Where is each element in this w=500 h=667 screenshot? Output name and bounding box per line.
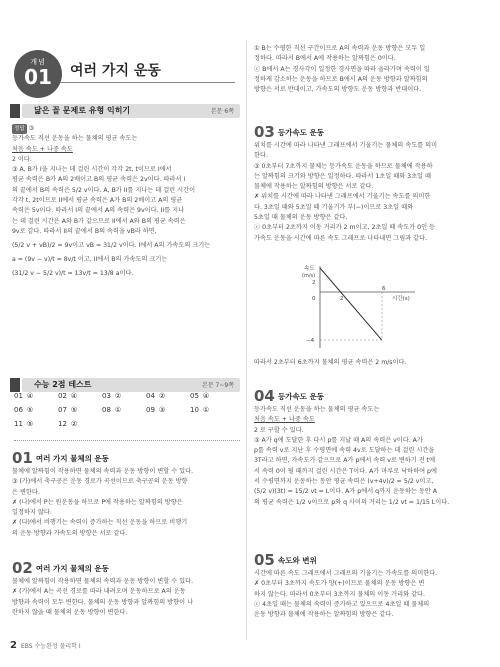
solution-line: ③ (가)에서 축구공은 운동 경로가 곡선이므로 축구공의 운동 방향 bbox=[12, 478, 188, 486]
solution-line: 처음 속도 + 나중 속도 bbox=[12, 145, 73, 153]
solution-line: 한다. bbox=[254, 152, 268, 160]
question-03-solution bbox=[254, 120, 492, 244]
solution-line: 운동 방향과 물체에 작용하는 알짜힘의 방향은 같다. bbox=[254, 611, 394, 619]
solution-line: 의 끝에서 B의 속력은 5/2 v이다. A, B가 II를 지나는 데 걸린 시간이 bbox=[12, 186, 196, 194]
answer-number: 08 bbox=[102, 406, 111, 414]
answer-choice: ④ bbox=[202, 392, 210, 400]
solution-line: 방향과 속력이 모두 변한다. 물체의 운동 방향과 알짜힘의 방향이 나 bbox=[12, 598, 194, 606]
solution-line: 2 이다. bbox=[12, 155, 32, 163]
answer-choice: ⑤ bbox=[70, 406, 78, 414]
y-axis-unit: (m/s) bbox=[302, 273, 316, 279]
section-tab bbox=[10, 104, 20, 118]
solution-line: 물체에 알짜힘이 작용하면 물체의 속력과 운동 방향이 변할 수 있다. bbox=[12, 578, 194, 585]
solution-line: ✗ (나)에서 P는 원운동을 하므로 P에 작용하는 알짜힘의 방향은 bbox=[12, 498, 183, 506]
book-title: EBS 수능완성 물리학 I bbox=[20, 643, 81, 650]
solution-line: 는 알짜힘의 크기와 방향은 일정하다. 따라서 1초일 때와 3초일 때 bbox=[254, 172, 431, 180]
right-top-solution bbox=[254, 44, 492, 95]
answer-number: 07 bbox=[58, 406, 67, 414]
solution-line: ✗ 위치를 시간에 따라 나타낸 그래프에서 기울기는 속도를 의미한 bbox=[254, 193, 431, 201]
solution-line: 속력은 5v이다. 따라서 I의 끝에서 A의 속력은 9v이다. II를 지나 bbox=[12, 207, 185, 215]
answer-value: ③ bbox=[28, 125, 35, 132]
formula-line: (31/2 v − 5/2 v)/t = 13v/t = 13/8 a이다. bbox=[12, 270, 134, 278]
answer-cell bbox=[190, 392, 209, 400]
answer-choice: ⑤ bbox=[26, 420, 34, 428]
question-title: 여러 가지 물체의 운동 bbox=[35, 564, 109, 573]
page-footer bbox=[10, 640, 81, 651]
solution-line: 위치를 시간에 따라 나타낸 그래프에서 기울기는 물체의 속도를 의미 bbox=[254, 142, 438, 149]
solution-line: ③ A가 q에 도달한 후 다시 p를 지날 때 A의 속력은 v이다. A가 bbox=[254, 436, 423, 444]
formula-line: (5/2 v + vB)/2 = 9v이고 vB = 31/2 v이다. I에서 A의 가속도의 크기는 bbox=[12, 242, 211, 250]
answer-number: 09 bbox=[146, 406, 155, 414]
solution-line: 란하지 않을 때 물체의 운동 방향이 변한다. bbox=[12, 608, 128, 616]
question-01-solution bbox=[12, 446, 242, 539]
answer-number: 01 bbox=[14, 392, 23, 400]
question-title: 등가속도 운동 bbox=[277, 392, 324, 401]
chapter-label: 개념 bbox=[30, 58, 46, 66]
question-heading bbox=[12, 559, 242, 577]
solution-line: 등가속도 직선 운동을 하는 물체의 평균 속도는 bbox=[254, 406, 380, 413]
divider bbox=[14, 440, 240, 441]
answer-cell bbox=[190, 406, 209, 414]
solution-line: 은 변한다. bbox=[12, 488, 40, 496]
question-title: 여러 가지 물체의 운동 bbox=[35, 454, 109, 463]
answer-choice: ① bbox=[202, 406, 210, 414]
section-bar-similar bbox=[22, 104, 240, 118]
chapter-number: 01 bbox=[24, 65, 52, 89]
y-axis-label: 속도 bbox=[304, 266, 315, 272]
answer-choice: ④ bbox=[70, 392, 78, 400]
answer-tag: 정답 bbox=[12, 124, 27, 134]
solution-line: 3T라고 하면, 가속도가 같으므로 A가 p에서 속력 v로 변하기 전 t에 bbox=[254, 457, 436, 465]
solution-line: ✗ (다)에서 비행기는 속력이 증가하는 직선 운동을 하므로 비행기 bbox=[12, 519, 188, 527]
section-range: 본문 7~9쪽 bbox=[202, 382, 234, 389]
question-number: 01 bbox=[12, 449, 33, 467]
page-number: 2 bbox=[10, 640, 17, 651]
section-range: 본문 6쪽 bbox=[210, 108, 234, 115]
answer-cell bbox=[14, 406, 33, 414]
solution-line: 시간에 따른 속도 그래프에서 그래프의 기울기는 가속도를 의미한다. bbox=[254, 570, 438, 577]
answer-cell bbox=[14, 420, 33, 428]
solution-line: 5초일 때 물체의 운동 방향은 같다. bbox=[254, 214, 348, 222]
solution-line: ③ 0초부터 7초까지 물체는 등가속도 운동을 하므로 물체에 작용하 bbox=[254, 162, 433, 170]
chapter-divider bbox=[60, 82, 235, 83]
question-heading bbox=[254, 551, 492, 569]
solution-line: 일정하지 않다. bbox=[12, 509, 52, 517]
y-tick-label: −4 bbox=[306, 338, 315, 344]
chapter-badge bbox=[14, 50, 62, 98]
section-title: 수능 2점 테스트 bbox=[34, 380, 92, 389]
question-05-solution bbox=[254, 548, 492, 620]
solution-line: 각각 t, 2t이므로 II에서 평균 속력은 A가 B의 2배이고 A의 평균 bbox=[12, 197, 183, 205]
answer-choice: ② bbox=[70, 420, 78, 428]
answer-choice: ⑤ bbox=[26, 406, 34, 414]
question-number: 03 bbox=[254, 123, 275, 141]
question-02-solution bbox=[12, 556, 242, 618]
x-tick-label: 6 bbox=[382, 286, 386, 292]
section-tab bbox=[10, 378, 20, 392]
solution-line: 물체에 작용하는 알짜힘의 방향은 서로 같다. bbox=[254, 183, 374, 191]
answer-cell bbox=[146, 406, 165, 414]
solution-line: 가속도 운동을 시간에 따른 속도 그래프로 나타내면 그림과 같다. bbox=[254, 234, 428, 242]
y-tick-label: 2 bbox=[312, 280, 316, 286]
solution-line: 서 속력 0이 될 때까지 걸린 시간은 T이다. A가 마루로 낙하하여 p에 bbox=[254, 467, 437, 475]
solution-line: 정하다. 따라서 B에서 A에 작용하는 알짜힘은 0이다. bbox=[254, 55, 396, 63]
answer-number: 11 bbox=[14, 420, 23, 428]
answer-choice: ② bbox=[158, 392, 166, 400]
answer-choice: ① bbox=[114, 406, 122, 414]
answer-cell bbox=[102, 392, 121, 400]
solution-line: 다. 3초일 때와 5초일 때 기울기가 부(−)이므로 3초일 때와 bbox=[254, 203, 414, 211]
solution-line: 2 로 구할 수 있다. bbox=[254, 426, 304, 434]
section-bar-test bbox=[22, 378, 240, 392]
question-number: 04 bbox=[254, 387, 275, 405]
question-number: 02 bbox=[12, 559, 33, 577]
solution-line: 등가속도 직선 운동을 하는 물체의 평균 속도는 bbox=[12, 135, 138, 143]
velocity-time-graph bbox=[300, 262, 420, 352]
solution-line: 물체에 알짜힘이 작용하면 물체의 속력과 운동 방향이 변할 수 있다. bbox=[12, 468, 194, 475]
chapter-title: 여러 가지 운동 bbox=[70, 63, 161, 79]
answer-cell bbox=[58, 406, 77, 414]
solution-line: 따라서 2초부터 6초까지 물체의 평균 속력은 2 m/s이다. bbox=[254, 359, 407, 366]
solution-line: p를 속력 v로 지난 후 수평면에 속력 4v로 도달하는 데 걸린 시간을 bbox=[254, 447, 435, 455]
question-heading bbox=[254, 387, 492, 405]
solution-line: 처음 속도 + 나중 속도 bbox=[254, 416, 315, 424]
question-heading bbox=[254, 123, 492, 141]
answer-number: 05 bbox=[190, 392, 199, 400]
answer-cell bbox=[58, 420, 77, 428]
answer-number: 03 bbox=[102, 392, 111, 400]
solution-line: 정하게 감소하는 운동을 하므로 B에서 A의 운동 방향과 알짜힘의 bbox=[254, 75, 428, 83]
solution-line: ⓒ B에서 A는 경사각이 일정한 경사면을 따라 올라가며 속력이 일 bbox=[254, 65, 430, 73]
solution-line: 의 운동 방향과 가속도의 방향은 서로 같다. bbox=[12, 529, 128, 537]
answer-choice: ④ bbox=[26, 392, 34, 400]
formula-line: a = (9v − v)/t = 8v/t 이고, II에서 B의 가속도의 크기는 bbox=[12, 256, 168, 264]
solution-line: ✗ (가)에서 A는 곡선 경로를 따라 내려오며 운동하므로 A의 운동 bbox=[12, 588, 186, 596]
question-heading bbox=[12, 449, 242, 467]
answer-number: 10 bbox=[190, 406, 199, 414]
solution-line: 하지 않는다. 따라서 0초부터 3초까지 물체의 이동 거리와 같다. bbox=[254, 590, 425, 598]
similar-solution bbox=[12, 124, 242, 279]
solution-line: ✗ 0초부터 3초까지 속도가 양(+)이므로 물체의 운동 방향은 변 bbox=[254, 580, 425, 588]
question-04-solution bbox=[254, 384, 492, 508]
question-number: 05 bbox=[254, 551, 275, 569]
solution-line: 9v로 같다. 따라서 II의 끝에서 B의 속력을 vB라 하면, bbox=[12, 227, 157, 235]
solution-line: 의 평균 속력은 1/2 v이므로 p와 q 사이의 거리는 1/2 vt = 1/15 L이다. bbox=[254, 498, 450, 506]
answer-number: 06 bbox=[14, 406, 23, 414]
answer-cell bbox=[14, 392, 33, 400]
section-title: 닮은 꼴 문제로 유형 익히기 bbox=[34, 106, 131, 115]
answer-number: 02 bbox=[58, 392, 67, 400]
solution-line: 평균 속력은 B가 A의 2배이고 B의 평균 속력은 2v이다. 따라서 I bbox=[12, 176, 186, 184]
answer-number: 12 bbox=[58, 420, 67, 428]
solution-line: 는 데 걸린 시간은 A와 B가 같으므로 II에서 A와 B의 평균 속력은 bbox=[12, 217, 186, 225]
x-tick-label: 2 bbox=[340, 296, 344, 302]
question-title: 등가속도 운동 bbox=[277, 128, 324, 137]
answer-number: 04 bbox=[146, 392, 155, 400]
answer-choice: ② bbox=[114, 392, 122, 400]
question-title: 속도와 변위 bbox=[277, 556, 317, 565]
solution-line: ⓒ 0초부터 2초까지 이동 거리가 2 m이고, 2초일 때 속도가 0인 등 bbox=[254, 224, 436, 232]
x-axis-label: 시간(s) bbox=[392, 296, 410, 302]
column-divider bbox=[246, 40, 247, 640]
solution-line: ⓒ 4초일 때는 물체의 속력이 증가하고 있으므로 4초일 때 물체의 bbox=[254, 600, 430, 608]
series-line bbox=[320, 268, 382, 340]
solution-line: ① B는 수평한 직선 구간이므로 A의 속력과 운동 방향은 모두 일 bbox=[254, 45, 426, 52]
answer-cell bbox=[102, 406, 121, 414]
solution-line: ③ A, B가 I을 지나는 데 걸린 시간이 각각 2t, t이므로 I에서 bbox=[12, 166, 172, 174]
answer-choice: ③ bbox=[158, 406, 166, 414]
solution-line: 방향은 서로 반대이고, 가속도의 방향도 운동 방향과 반대이다. bbox=[254, 86, 422, 94]
solution-line: (5/2 v)(3t) = 15/2 vt = L이다. A가 p에서 q까지 운동하는 동안 A bbox=[254, 488, 438, 496]
question-03-conclusion bbox=[254, 358, 492, 368]
origin-label: 0 bbox=[312, 296, 316, 302]
solution-line: 서 수평면까지 운동하는 동안 평균 속력은 (v+4v)/2 = 5/2 v이고, bbox=[254, 478, 434, 486]
answer-cell bbox=[146, 392, 165, 400]
answer-cell bbox=[58, 392, 77, 400]
